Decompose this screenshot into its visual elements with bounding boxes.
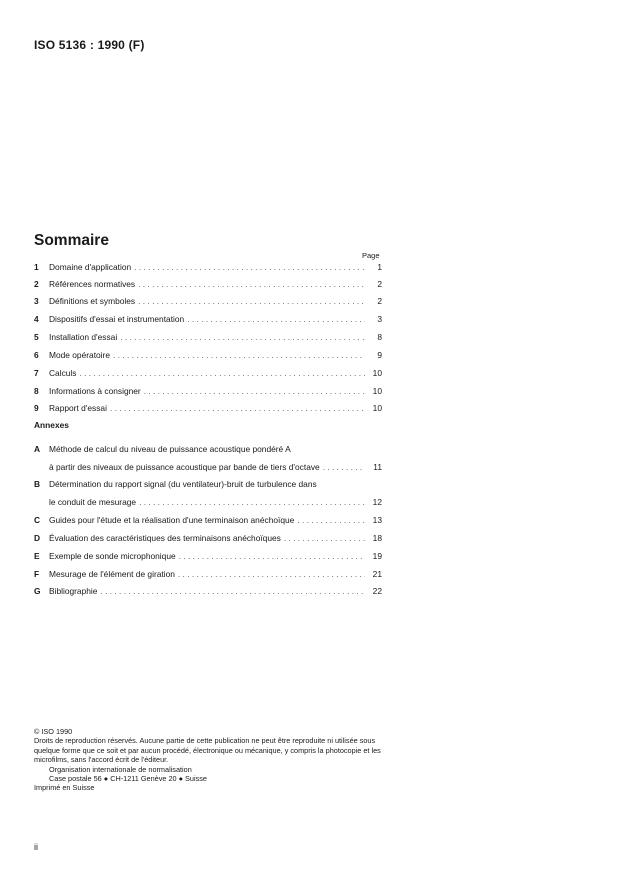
dot-leader: [113, 350, 365, 360]
rights-statement: Droits de reproduction réservés. Aucune partie de cette publication ne peut être reproduite ni utilisée sous quelque forme que ce soit et par aucun procédé, électronique ou mécanique, y compris la photocopie et les microfilms, sans l'accord écrit de l'éditeur.: [34, 736, 381, 765]
toc-entry[interactable]: [34, 279, 382, 289]
annex-entry[interactable]: [34, 444, 382, 454]
annex-label: Évaluation des caractéristiques des terminaisons anéchoïques: [49, 533, 281, 543]
page-column-label: Page: [362, 251, 380, 260]
dot-leader: [144, 386, 365, 396]
toc-page: 10: [372, 403, 382, 413]
dot-leader: [187, 314, 365, 324]
toc-number: 3: [34, 296, 39, 306]
annex-entry[interactable]: [34, 515, 382, 525]
organization-address: Case postale 56 ● CH-1211 Genève 20 ● Suisse: [49, 774, 207, 784]
annex-letter: F: [34, 569, 40, 579]
dot-leader: [110, 403, 365, 413]
toc-number: 7: [34, 368, 39, 378]
annex-entry[interactable]: [34, 569, 382, 579]
annex-letter: B: [34, 479, 41, 489]
toc-page: 2: [377, 296, 382, 306]
toc-entry[interactable]: [34, 403, 382, 413]
annex-entry-continuation[interactable]: [34, 462, 382, 472]
annex-page: 11: [373, 462, 382, 472]
annex-letter: D: [34, 533, 41, 543]
copyright-line: © ISO 1990: [34, 727, 73, 736]
dot-leader: [297, 515, 365, 525]
toc-page: 10: [372, 386, 382, 396]
annex-page: 19: [372, 551, 382, 561]
toc-label: Rapport d'essai: [49, 403, 107, 413]
toc-entry[interactable]: [34, 332, 382, 342]
annexes-heading: Annexes: [34, 420, 69, 430]
toc-number: 4: [34, 314, 39, 324]
printed-in: Imprimé en Suisse: [34, 783, 95, 793]
toc-number: 1: [34, 262, 39, 272]
toc-label: Dispositifs d'essai et instrumentation: [49, 314, 185, 324]
toc-label: Calculs: [49, 368, 77, 378]
toc-label: Références normatives: [49, 279, 136, 289]
dot-leader: [139, 497, 365, 507]
toc-entry[interactable]: [34, 296, 382, 306]
annex-letter: E: [34, 551, 40, 561]
annex-label: Méthode de calcul du niveau de puissance acoustique pondéré A: [49, 444, 291, 454]
annex-page: 21: [372, 569, 382, 579]
annex-label: Détermination du rapport signal (du ventilateur)-bruit de turbulence dans: [49, 479, 317, 489]
toc-entry[interactable]: [34, 314, 382, 324]
toc-page: 8: [377, 332, 382, 342]
toc-label: Informations à consigner: [49, 386, 141, 396]
annex-label: à partir des niveaux de puissance acoustique par bande de tiers d'octave: [49, 462, 320, 472]
dot-leader: [79, 368, 365, 378]
annex-letter: C: [34, 515, 41, 525]
copyright-notice: [34, 727, 386, 793]
dot-leader: [100, 586, 365, 596]
document-header: ISO 5136 : 1990 (F): [34, 38, 145, 52]
toc-number: 8: [34, 386, 39, 396]
toc-entry[interactable]: [34, 262, 382, 272]
page-number: ii: [34, 842, 38, 852]
toc-number: 6: [34, 350, 39, 360]
annex-letter: A: [34, 444, 41, 454]
annex-label: Exemple de sonde microphonique: [49, 551, 176, 561]
toc-page: 2: [377, 279, 382, 289]
toc-entry[interactable]: [34, 350, 382, 360]
toc-page: 1: [377, 262, 382, 272]
toc-label: Mode opératoire: [49, 350, 110, 360]
annex-label: Mesurage de l'élément de giration: [49, 569, 175, 579]
annex-page: 12: [372, 497, 382, 507]
dot-leader: [284, 533, 365, 543]
dot-leader: [120, 332, 365, 342]
dot-leader: [138, 296, 365, 306]
toc-label: Installation d'essai: [49, 332, 118, 342]
page-title: Sommaire: [34, 232, 109, 249]
annex-page: 13: [372, 515, 382, 525]
annex-entry[interactable]: [34, 479, 382, 489]
toc-entry[interactable]: [34, 386, 382, 396]
dot-leader: [323, 462, 365, 472]
toc-number: 5: [34, 332, 39, 342]
dot-leader: [134, 262, 365, 272]
dot-leader: [138, 279, 365, 289]
toc-page: 3: [377, 314, 382, 324]
toc-page: 10: [372, 368, 382, 378]
annex-entry-continuation[interactable]: [34, 497, 382, 507]
annex-page: 18: [372, 533, 382, 543]
annex-letter: G: [34, 586, 41, 596]
annex-label: le conduit de mesurage: [49, 497, 137, 507]
toc-number: 2: [34, 279, 39, 289]
annex-page: 22: [372, 586, 382, 596]
organization-name: Organisation internationale de normalisation: [49, 764, 192, 774]
annex-label: Guides pour l'étude et la réalisation d'une terminaison anéchoïque: [49, 515, 295, 525]
toc-entry[interactable]: [34, 368, 382, 378]
annex-entry[interactable]: [34, 533, 382, 543]
dot-leader: [178, 569, 365, 579]
annex-label: Bibliographie: [49, 586, 98, 596]
toc-page: 9: [377, 350, 382, 360]
annex-entry[interactable]: [34, 551, 382, 561]
annex-entry[interactable]: [34, 586, 382, 596]
toc-label: Définitions et symboles: [49, 296, 136, 306]
dot-leader: [179, 551, 365, 561]
toc-label: Domaine d'application: [49, 262, 132, 272]
toc-number: 9: [34, 403, 39, 413]
